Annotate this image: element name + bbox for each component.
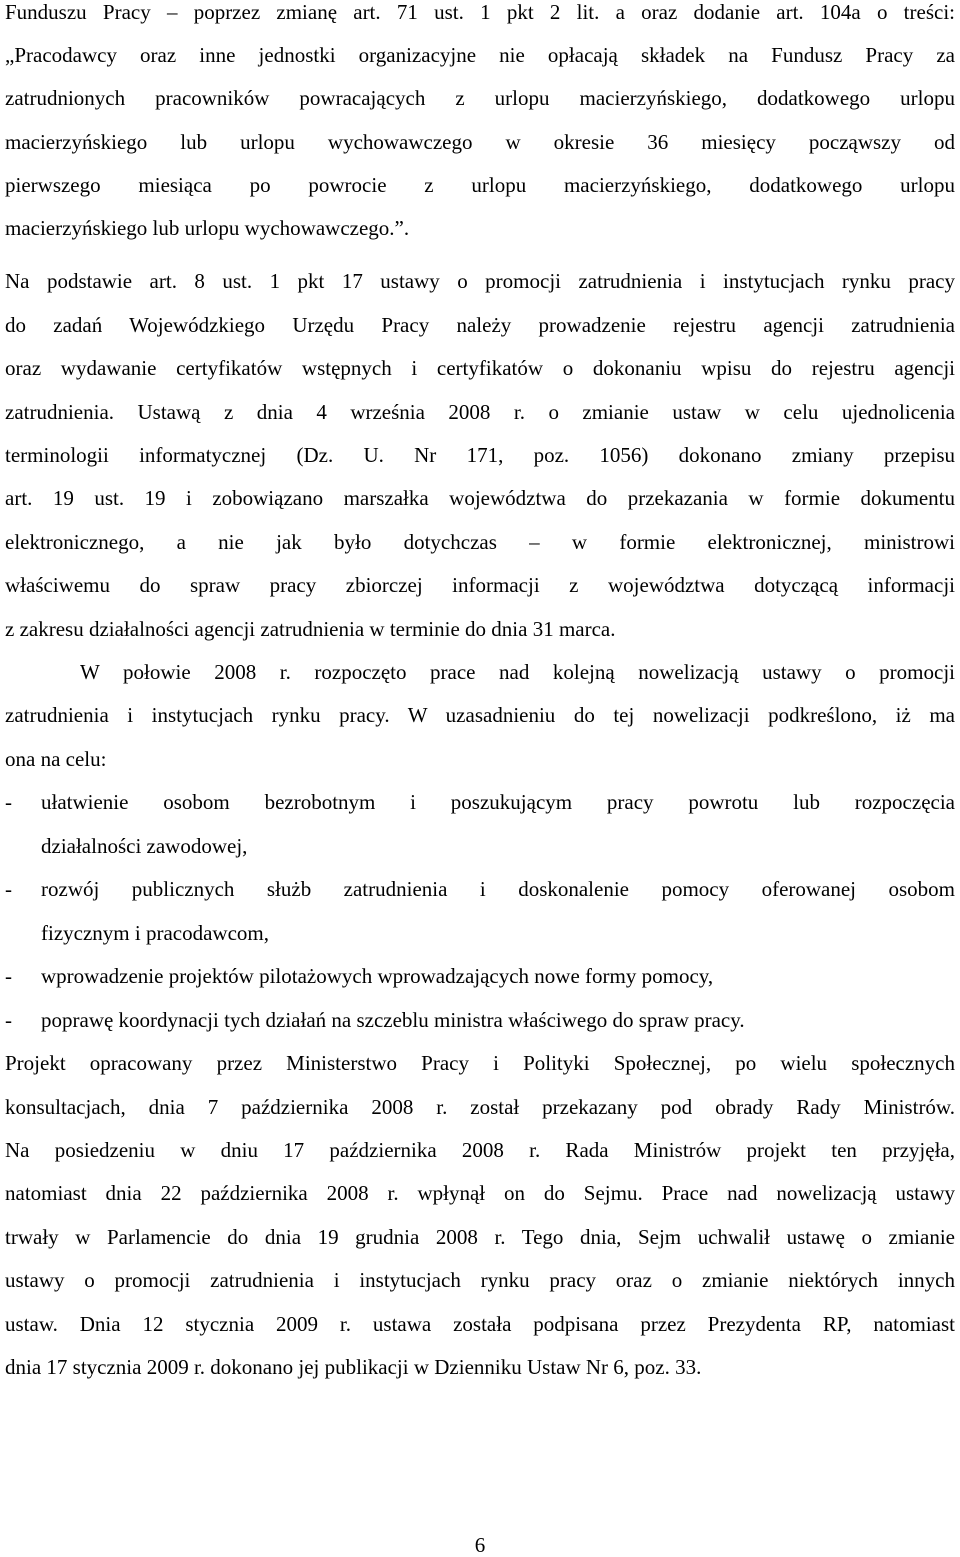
text-line: dnia 17 stycznia 2009 r. dokonano jej publikacji w Dzienniku Ustaw Nr 6, poz. 33.	[5, 1355, 702, 1379]
text-line: Funduszu Pracy – poprzez zmianę art. 71 ust. 1 pkt 2 lit. a oraz dodanie art. 104a o treści:	[5, 0, 955, 24]
text-line: Na posiedzeniu w dniu 17 października 2008 r. Rada Ministrów projekt ten przyjęła,	[5, 1138, 955, 1162]
text-line: zatrudnionych pracowników powracających z urlopu macierzyńskiego, dodatkowego urlopu	[5, 86, 955, 110]
text-line: art. 19 ust. 19 i zobowiązano marszałka województwa do przekazania w formie dokumentu	[5, 486, 955, 510]
text-line: Na podstawie art. 8 ust. 1 pkt 17 ustawy o promocji zatrudnienia i instytucjach rynku pracy	[5, 269, 955, 293]
text-line: Projekt opracowany przez Ministerstwo Pracy i Polityki Społecznej, po wielu społecznych	[5, 1051, 955, 1075]
text-line: ustaw. Dnia 12 stycznia 2009 r. ustawa została podpisana przez Prezydenta RP, natomiast	[5, 1312, 955, 1336]
text-line: ona na celu:	[5, 747, 107, 771]
text-line: ustawy o promocji zatrudnienia i instytucjach rynku pracy oraz o zmianie niektórych innych	[5, 1268, 955, 1292]
list-dash: -	[5, 1008, 12, 1032]
list-dash: -	[5, 877, 12, 901]
text-line: fizycznym i pracodawcom,	[41, 921, 269, 945]
text-line: natomiast dnia 22 października 2008 r. wpłynął on do Sejmu. Prace nad nowelizacją ustawy	[5, 1181, 955, 1205]
text-line: pierwszego miesiąca po powrocie z urlopu macierzyńskiego, dodatkowego urlopu	[5, 173, 955, 197]
text-line: ułatwienie osobom bezrobotnym i poszukującym pracy powrotu lub rozpoczęcia	[41, 790, 955, 814]
text-line: konsultacjach, dnia 7 października 2008 r. został przekazany pod obrady Rady Ministrów.	[5, 1095, 955, 1119]
list-dash: -	[5, 790, 12, 814]
text-line: elektronicznego, a nie jak było dotychczas – w formie elektronicznej, ministrowi	[5, 530, 955, 554]
text-line: oraz wydawanie certyfikatów wstępnych i certyfikatów o dokonaniu wpisu do rejestru agencji	[5, 356, 955, 380]
text-line: poprawę koordynacji tych działań na szczeblu ministra właściwego do spraw pracy.	[41, 1008, 745, 1032]
text-line: wprowadzenie projektów pilotażowych wprowadzających nowe formy pomocy,	[41, 964, 714, 988]
text-line: rozwój publicznych służb zatrudnienia i doskonalenie pomocy oferowanej osobom	[41, 877, 955, 901]
text-line: zatrudnienia. Ustawą z dnia 4 września 2008 r. o zmianie ustaw w celu ujednolicenia	[5, 400, 955, 424]
text-line: działalności zawodowej,	[41, 834, 248, 858]
text-line: z zakresu działalności agencji zatrudnienia w terminie do dnia 31 marca.	[5, 617, 616, 641]
page-number: 6	[474, 1533, 486, 1557]
text-line: „Pracodawcy oraz inne jednostki organizacyjne nie opłacają składek na Fundusz Pracy za	[5, 43, 955, 67]
text-line: do zadań Wojewódzkiego Urzędu Pracy należy prowadzenie rejestru agencji zatrudnienia	[5, 313, 955, 337]
text-line: W połowie 2008 r. rozpoczęto prace nad kolejną nowelizacją ustawy o promocji	[80, 660, 955, 684]
text-line: macierzyńskiego lub urlopu wychowawczego w okresie 36 miesięcy począwszy od	[5, 130, 955, 154]
text-line: macierzyńskiego lub urlopu wychowawczego.”.	[5, 216, 410, 240]
text-line: właściwemu do spraw pracy zbiorczej informacji z województwa dotyczącą informacji	[5, 573, 955, 597]
text-line: zatrudnienia i instytucjach rynku pracy. W uzasadnieniu do tej nowelizacji podkreślono, iż ma	[5, 703, 955, 727]
text-line: trwały w Parlamencie do dnia 19 grudnia 2008 r. Tego dnia, Sejm uchwalił ustawę o zmianie	[5, 1225, 955, 1249]
text-line: terminologii informatycznej (Dz. U. Nr 171, poz. 1056) dokonano zmiany przepisu	[5, 443, 955, 467]
list-dash: -	[5, 964, 12, 988]
